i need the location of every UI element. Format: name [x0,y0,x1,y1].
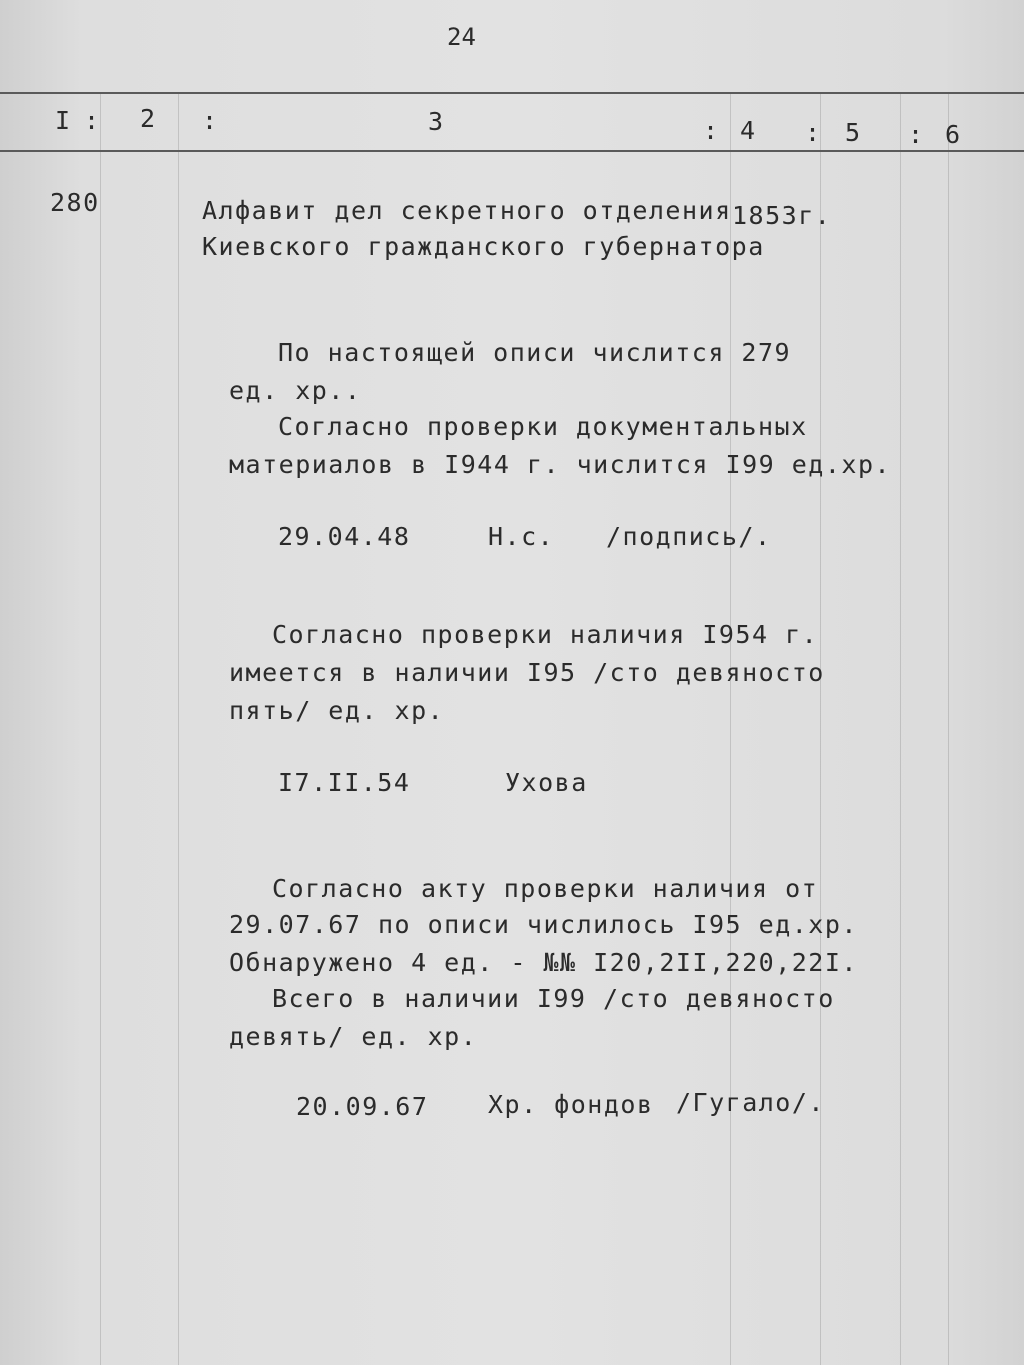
note-line: Согласно проверки наличия I954 г. [272,620,819,649]
column-separator: : [908,120,925,149]
column-1-header: I [55,106,72,135]
column-3-header: 3 [428,107,445,136]
header-top-rule [0,92,1024,94]
note-signature: /Гугало/. [676,1088,825,1117]
note-line: Согласно проверки документальных [278,412,808,441]
note-date: I7.II.54 [278,768,411,797]
note-date: 20.09.67 [296,1092,429,1121]
column-rule [948,92,949,1365]
page-number: 24 [447,23,476,51]
header-bottom-rule [0,150,1024,152]
note-line: ед. хр.. [229,376,362,405]
column-4-header: 4 [740,116,757,145]
column-6-header: 6 [945,120,962,149]
column-rule [100,92,101,1365]
column-separator: : [703,116,720,145]
entry-title-line-1: Алфавит дел секретного отделения [202,196,732,225]
note-line: Обнаружено 4 ед. - №№ I20,2II,220,22I. [229,948,858,977]
note-line: имеется в наличии I95 /сто девяносто [229,658,825,687]
note-line: Всего в наличии I99 /сто девяносто [272,984,835,1013]
column-rule [900,92,901,1365]
entry-title-line-2: Киевского гражданского губернатора [202,232,765,261]
note-line: Согласно акту проверки наличия от [272,874,819,903]
column-separator: : [202,106,219,135]
entry-number: 280 [50,188,100,217]
note-signature: /подпись/. [606,522,772,551]
column-rule [820,92,821,1365]
column-2-header: 2 [140,104,157,133]
column-5-header: 5 [845,118,862,147]
note-line: По настоящей описи числится 279 [278,338,792,367]
column-rule [178,92,179,1365]
note-line: 29.07.67 по описи числилось I95 ед.хр. [229,910,858,939]
note-role: Хр. фондов [488,1090,654,1119]
note-role: Н.с. [488,522,555,551]
note-line: девять/ ед. хр. [229,1022,478,1051]
note-line: пять/ ед. хр. [229,696,445,725]
column-rule [730,92,731,1365]
entry-year: 1853г. [732,201,832,230]
note-line: материалов в I944 г. числится I99 ед.хр. [229,450,892,479]
column-separator: : [805,118,822,147]
column-separator: : [84,106,101,135]
note-date: 29.04.48 [278,522,411,551]
note-name: Ухова [505,768,588,797]
